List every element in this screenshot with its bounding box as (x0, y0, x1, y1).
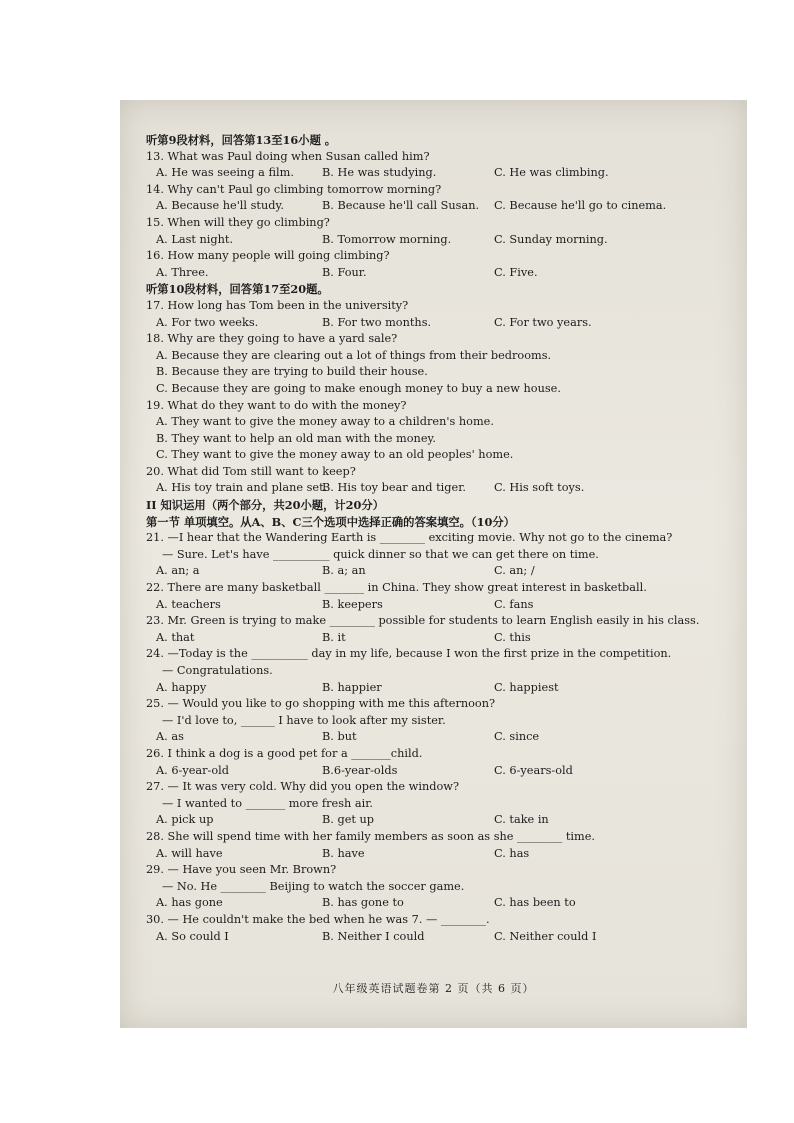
option-c: C. His soft toys. (494, 481, 585, 495)
answer-options (146, 480, 721, 497)
option-b: B. Tomorrow morning. (322, 232, 452, 246)
question-stem: 23. Mr. Green is trying to make ________ possible for students to learn English easily in his class. (146, 614, 700, 628)
question-stem: 18. Why are they going to have a yard sale? (146, 332, 398, 346)
answer-option: A. Because they are clearing out a lot of things from their bedrooms. (156, 348, 552, 362)
answer-option-row (146, 381, 721, 398)
option-c: C. this (494, 630, 531, 644)
answer-option: C. Because they are going to make enough money to buy a new house. (156, 381, 561, 395)
option-b: B. happier (322, 680, 382, 694)
question-stem: 25. — Would you like to go shopping with me this afternoon? (146, 697, 496, 711)
option-c: C. since (494, 730, 540, 744)
option-c: C. has (494, 846, 530, 860)
option-b: B. has gone to (322, 896, 404, 910)
question-stem: 26. I think a dog is a good pet for a _______child. (146, 746, 423, 760)
answer-option: A. They want to give the money away to a children's home. (156, 415, 494, 429)
option-b: B. have (322, 846, 365, 860)
question-list (146, 132, 721, 945)
option-a: A. His toy train and plane set. (156, 481, 328, 495)
answer-options (146, 895, 721, 912)
answer-options (146, 630, 721, 647)
dialogue-reply: — Congratulations. (162, 664, 273, 677)
section-heading: 听第10段材料，回答第17至20题。 (146, 282, 329, 297)
option-b: B. For two months. (322, 315, 432, 329)
option-b: B. keepers (322, 597, 383, 611)
question-stem: 21. —I hear that the Wandering Earth is ________ exciting movie. Why not go to the cinema? (146, 531, 673, 545)
dialogue-reply: — I'd love to, ______ I have to look after my sister. (162, 713, 446, 727)
option-c: C. Five. (494, 265, 538, 279)
option-c: C. take in (494, 813, 549, 827)
answer-options (146, 597, 721, 614)
answer-options (146, 812, 721, 829)
answer-options (146, 846, 721, 863)
option-b: B.6-year-olds (322, 763, 398, 777)
question-stem: 15. When will they go climbing? (146, 215, 330, 229)
answer-options (146, 763, 721, 780)
answer-options (146, 198, 721, 215)
option-a: A. Because he'll study. (156, 199, 284, 213)
option-c: C. He was climbing. (494, 166, 609, 180)
dialogue-reply: — Sure. Let's have __________ quick dinner so that we can get there on time. (162, 547, 599, 561)
option-a: A. will have (156, 846, 223, 860)
option-c: C. fans (494, 597, 534, 611)
option-a: A. For two weeks. (156, 315, 259, 329)
section-heading: II 知识运用（两个部分，共20小题，计20分） (146, 498, 384, 513)
page-footer: 八年级英语试题卷第 2 页（共 6 页） (332, 982, 535, 995)
question-stem: 16. How many people will going climbing? (146, 249, 390, 263)
option-a: A. teachers (156, 597, 221, 611)
answer-options (146, 563, 721, 580)
answer-options (146, 315, 721, 332)
option-a: A. 6-year-old (156, 763, 230, 777)
option-c: C. has been to (494, 896, 576, 910)
option-b: B. He was studying. (322, 166, 437, 180)
answer-option-row (146, 364, 721, 381)
option-b: B. Four. (322, 265, 367, 279)
dialogue-reply: — I wanted to _______ more fresh air. (162, 796, 373, 810)
question-stem: 20. What did Tom still want to keep? (146, 464, 356, 478)
option-b: B. Neither I could (322, 929, 425, 943)
answer-options (146, 729, 721, 746)
question-stem: 29. — Have you seen Mr. Brown? (146, 863, 337, 877)
option-c: C. For two years. (494, 315, 592, 329)
question-stem: 22. There are many basketball _______ in China. They show great interest in basketball. (146, 581, 647, 595)
option-c: C. 6-years-old (494, 763, 573, 777)
answer-option: B. Because they are trying to build their house. (156, 365, 428, 379)
answer-options (146, 265, 721, 282)
option-c: C. Because he'll go to cinema. (494, 199, 667, 213)
option-a: A. an; a (156, 564, 200, 578)
question-stem: 19. What do they want to do with the money? (146, 398, 407, 412)
exam-page (120, 100, 747, 1028)
answer-option-row (146, 414, 721, 431)
option-a: A. that (156, 630, 195, 644)
dialogue-reply: — No. He ________ Beijing to watch the soccer game. (162, 879, 465, 893)
question-stem: 30. — He couldn't make the bed when he was 7. — ________. (146, 912, 490, 926)
option-a: A. So could I (156, 929, 229, 943)
option-b: B. but (322, 730, 357, 744)
option-a: A. pick up (156, 813, 214, 827)
question-stem: 28. She will spend time with her family members as soon as she ________ time. (146, 829, 595, 843)
question-stem: 14. Why can't Paul go climbing tomorrow morning? (146, 182, 442, 196)
answer-options (146, 232, 721, 249)
option-a: A. Last night. (156, 232, 234, 246)
answer-option: B. They want to help an old man with the money. (156, 431, 436, 445)
option-b: B. get up (322, 813, 375, 827)
question-stem: 17. How long has Tom been in the university? (146, 298, 409, 312)
option-b: B. it (322, 630, 346, 644)
answer-options (146, 680, 721, 697)
answer-option-row (146, 348, 721, 365)
answer-options (146, 929, 721, 946)
option-c: C. Neither could I (494, 929, 597, 943)
option-c: C. happiest (494, 680, 559, 694)
answer-option: C. They want to give the money away to an old peoples' home. (156, 448, 514, 462)
option-a: A. happy (156, 680, 207, 694)
option-b: B. Because he'll call Susan. (322, 199, 480, 213)
option-a: A. has gone (156, 896, 223, 910)
option-b: B. a; an (322, 564, 366, 578)
answer-options (146, 165, 721, 182)
option-a: A. Three. (156, 265, 209, 279)
question-stem: 27. — It was very cold. Why did you open the window? (146, 780, 459, 794)
section-heading: 听第9段材料，回答第13至16小题 。 (146, 133, 337, 147)
option-c: C. an; / (494, 564, 535, 578)
option-a: A. as (156, 730, 184, 744)
answer-option-row (146, 431, 721, 448)
option-c: C. Sunday morning. (494, 232, 608, 246)
question-stem: 13. What was Paul doing when Susan called him? (146, 149, 430, 163)
answer-option-row (146, 447, 721, 464)
option-b: B. His toy bear and tiger. (322, 481, 466, 495)
option-a: A. He was seeing a film. (156, 166, 294, 180)
section-heading: 第一节 单项填空。从A、B、C三个选项中选择正确的答案填空。（10分） (146, 514, 515, 529)
question-stem: 24. —Today is the __________ day in my life, because I won the first prize in the competition. (146, 647, 672, 661)
